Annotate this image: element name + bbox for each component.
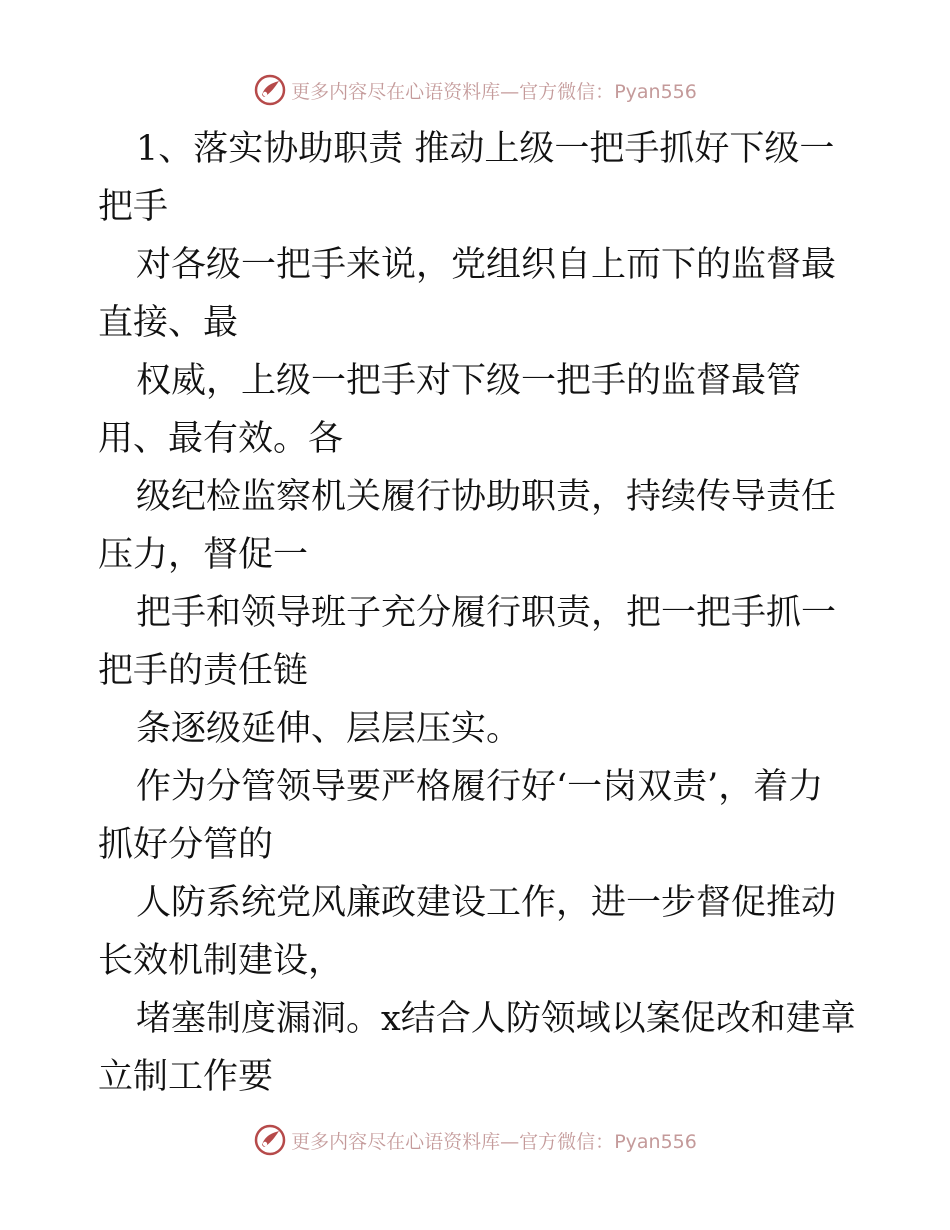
paragraph: 权威，上级一把手对下级一把手的监督最管用、最有效。各 [98, 361, 802, 459]
footer-separator: — [500, 1130, 520, 1153]
paragraph: 人防系统党风廉政建设工作，进一步督促推动长效机制建设， [98, 883, 837, 981]
footer-banner-text [291, 1127, 697, 1154]
footer-brand-text: 更多内容尽在心语资料库 [291, 1130, 501, 1153]
footer-wechat-id: Pyan556 [614, 1130, 697, 1153]
header-wechat-id: Pyan556 [614, 80, 697, 103]
footer-wechat-label: 官方微信： [519, 1130, 615, 1153]
header-watermark-banner [0, 70, 950, 110]
paragraph: 对各级一把手来说，党组织自上而下的监督最直接、最 [98, 245, 837, 343]
brand-logo-icon [253, 1123, 287, 1157]
footer-watermark-banner [0, 1120, 950, 1160]
header-wechat-label: 官方微信： [519, 80, 615, 103]
paragraph: 作为分管领导要严格履行好‘一岗双责’，着力抓好分管的 [98, 767, 824, 865]
header-brand-text: 更多内容尽在心语资料库 [291, 80, 501, 103]
paragraph: 把手和领导班子充分履行职责，把一把手抓一把手的责任链 [98, 593, 837, 691]
paragraph: 堵塞制度漏洞。x结合人防领域以案促改和建章立制工作要 [98, 999, 856, 1097]
header-banner-text [291, 77, 697, 104]
paragraph: 1、落实协助职责 推动上级一把手抓好下级一把手 [98, 129, 835, 227]
header-separator: — [500, 80, 520, 103]
document-body [98, 120, 858, 1106]
brand-logo-icon [253, 73, 287, 107]
paragraph: 级纪检监察机关履行协助职责，持续传导责任压力，督促一 [98, 477, 837, 575]
paragraph: 条逐级延伸、层层压实。 [136, 709, 522, 749]
